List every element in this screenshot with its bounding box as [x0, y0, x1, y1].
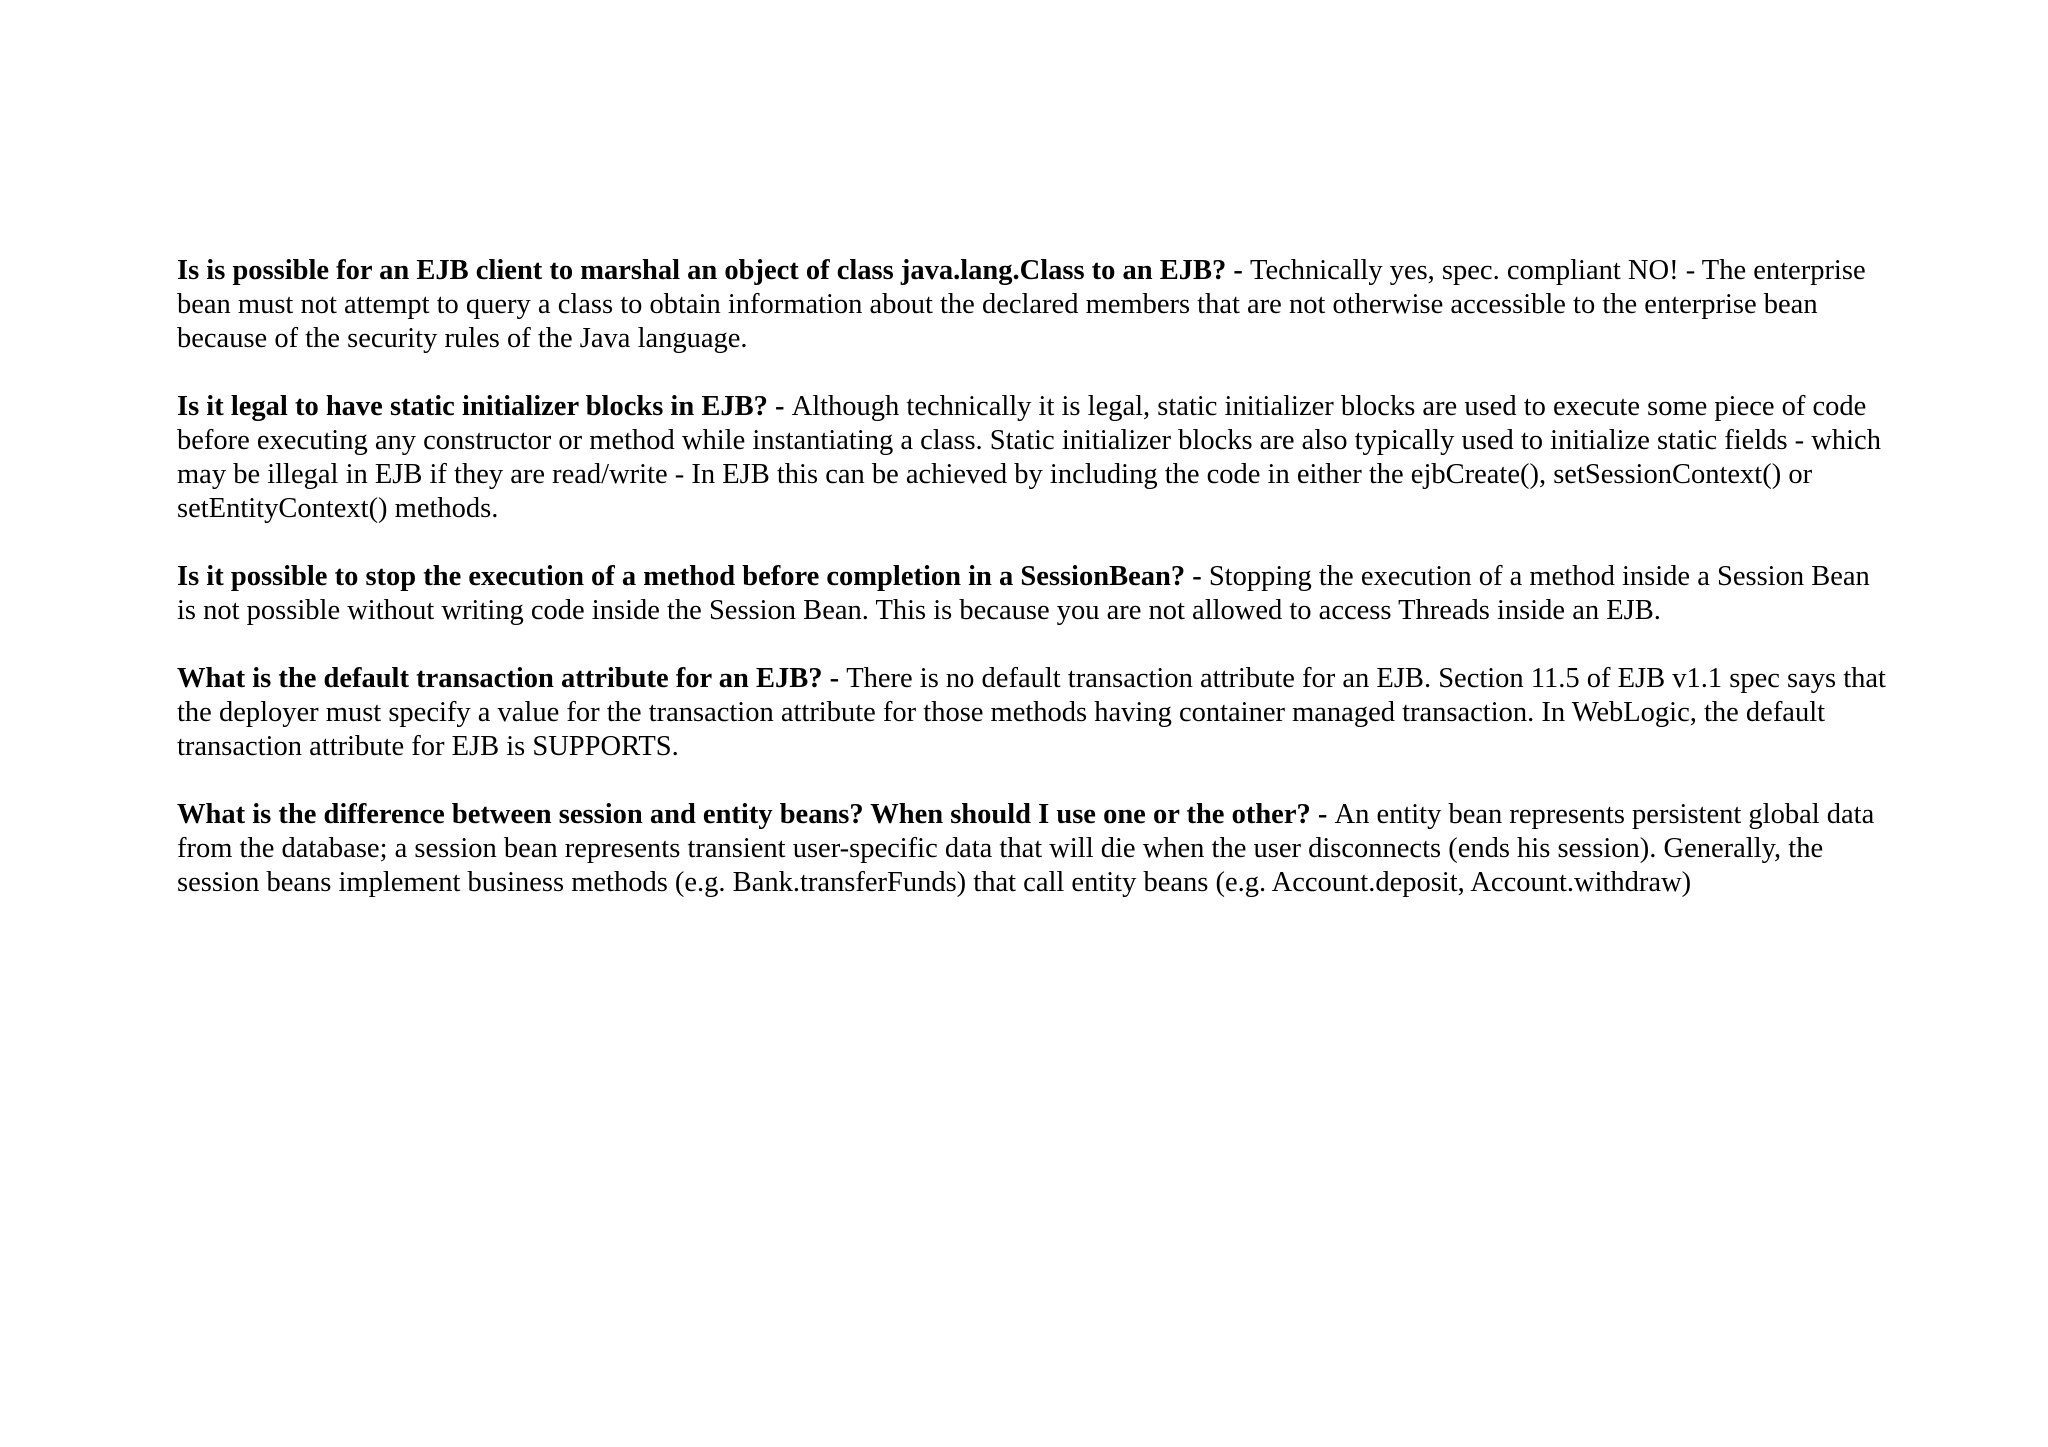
answer-text: There is no default transaction attribute for an EJB. Section 11.5 of EJB v1.1 spec says that the deployer must specify a value for the transaction attribute for those methods having container managed transaction. In WebLogic, the default transaction attribute for EJB is SUPPORTS.	[177, 663, 1886, 762]
question-separator: -	[822, 663, 847, 694]
qa-item-marshal-class	[177, 254, 1889, 356]
answer-text: An entity bean represents persistent global data from the database; a session bean represents transient user-specific data that will die when the user disconnects (ends his session). Generally, the session beans implement business methods (e.g. Bank.transferFunds) that call entity beans (e.g. Account.deposit, Account.withdraw)	[177, 799, 1875, 898]
answer-text: Stopping the execution of a method inside a Session Bean is not possible without writing code inside the Session Bean. This is because you are not allowed to access Threads inside an EJB.	[177, 561, 1870, 626]
qa-item-default-transaction	[177, 662, 1889, 764]
question-text: Is it possible to stop the execution of a method before completion in a SessionBean?	[177, 561, 1186, 592]
qa-item-session-vs-entity	[177, 798, 1889, 900]
question-text: Is is possible for an EJB client to marshal an object of class java.lang.Class to an EJB?	[177, 255, 1227, 286]
qa-list	[177, 254, 1889, 934]
answer-text: Technically yes, spec. compliant NO! - The enterprise bean must not attempt to query a class to obtain information about the declared members that are not otherwise accessible to the enterprise bean because of the security rules of the Java language.	[177, 255, 1866, 354]
answer-text: Although technically it is legal, static initializer blocks are used to execute some piece of code before executing any constructor or method while instantiating a class. Static initializer blocks are also typically used to initialize static fields - which may be illegal in EJB if they are read/write - In EJB this can be achieved by including the code in either the ejbCreate(), setSessionContext() or setEntityContext() methods.	[177, 391, 1881, 524]
question-separator: -	[1226, 255, 1251, 286]
question-separator: -	[1310, 799, 1335, 830]
question-text: Is it legal to have static initializer blocks in EJB?	[177, 391, 768, 422]
question-separator: -	[1185, 561, 1209, 592]
question-separator: -	[767, 391, 792, 422]
qa-item-stop-execution	[177, 560, 1889, 628]
question-text: What is the difference between session and entity beans? When should I use one or the other?	[177, 799, 1311, 830]
qa-item-static-initializer	[177, 390, 1889, 526]
question-text: What is the default transaction attribute for an EJB?	[177, 663, 823, 694]
